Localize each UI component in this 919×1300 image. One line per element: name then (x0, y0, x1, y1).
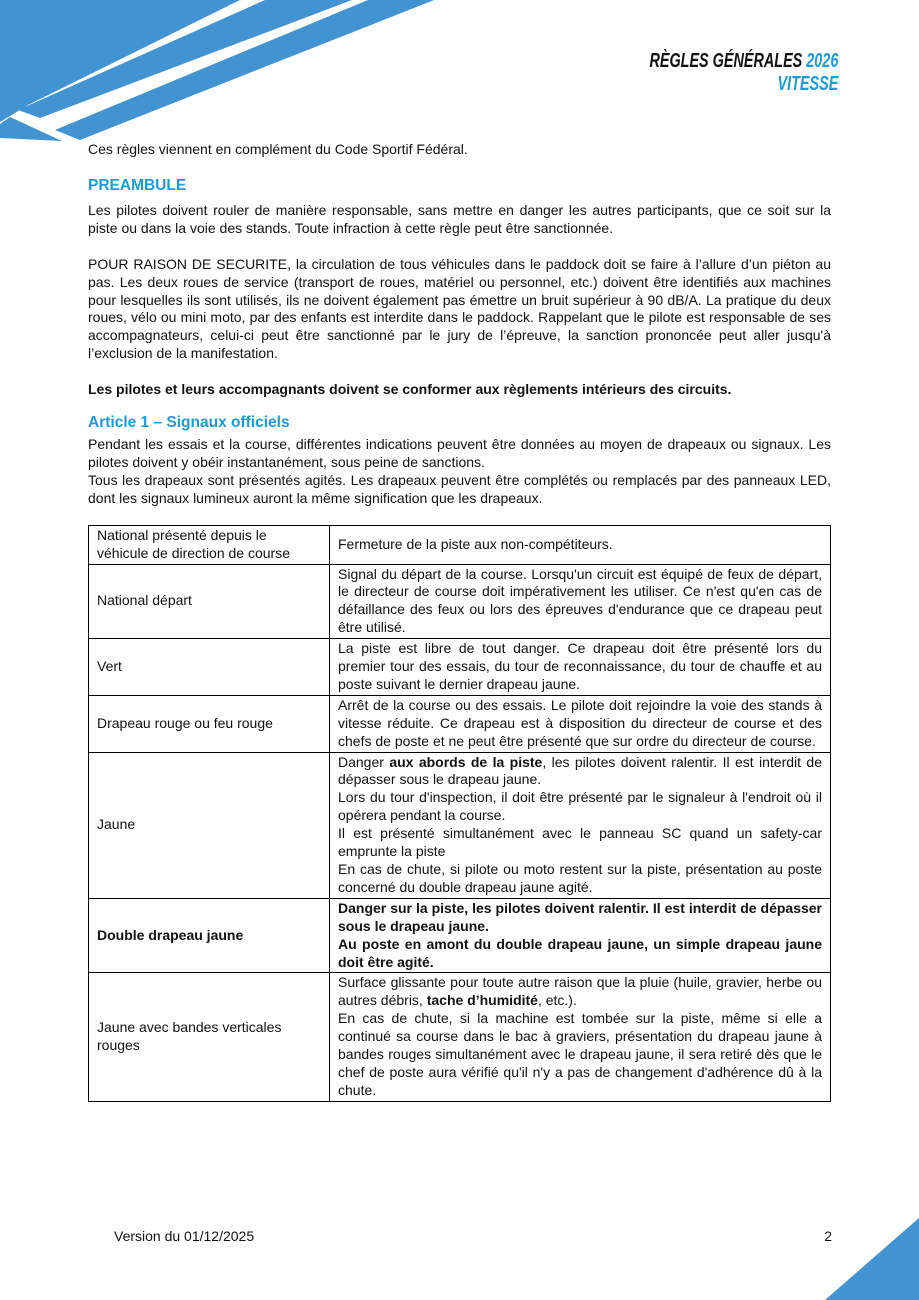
table-row (89, 973, 831, 1101)
table-row (89, 639, 831, 696)
preambule-bold-note: Les pilotes et leurs accompagnants doivent se conformer aux règlements intérieurs des circuits. (88, 381, 732, 398)
preambule-paragraph-2: POUR RAISON DE SECURITE, la circulation de tous véhicules dans le paddock doit se faire à l’allure d’un piéton au pas. Les deux roues de service (transport de roues, matériel ou personnel, etc.) doivent être identifiés aux machines pour lesquelles ils sont utilisés, ils ne doivent également pas émettre un bruit supérieur à 90 dB/A. La pratique du deux roues, vélo ou mini moto, par des enfants est interdite dans le paddock. Rappelant que le pilote est responsable de ses accompagnateurs, celui-ci peut être sanctionné par le jury de l’épreuve, la sanction prononcée peut aller jusqu'à l’exclusion de la manifestation. (88, 255, 831, 362)
flag-description-line: En cas de chute, si pilote ou moto restent sur la piste, présentation au poste concerné du double drapeau jaune agité. (338, 861, 822, 895)
table-row (89, 752, 831, 898)
flag-description-line: Signal du départ de la course. Lorsqu'un circuit est équipé de feux de départ, le directeur de course doit impérativement les utiliser. Ce n'est qu'en cas de défaillance des feux ou lors des épreuves d'endurance que ce drapeau peut être utilisé. (338, 565, 822, 636)
flag-description-line: Danger sur la piste, les pilotes doivent ralentir. Il est interdit de dépasser sous le drapeau jaune. (338, 899, 822, 934)
flag-description-line: Danger aux abords de la piste, les pilotes doivent ralentir. Il est interdit de dépasser sous le drapeau jaune. (338, 753, 822, 788)
flag-description-line: Surface glissante pour toute autre raison que la pluie (huile, gravier, herbe ou autres débris, tache d’humidité, etc.). (338, 974, 822, 1009)
page-number: 2 (824, 1228, 832, 1244)
flag-name-cell: Vert (89, 639, 330, 696)
flag-description-line: En cas de chute, si la machine est tombée sur la piste, même si elle a continué sa course dans le bac à graviers, présentation du drapeau jaune à bandes rouges simultanément avec le drapeau jaune, il sera retiré dès que le chef de poste aura vérifié qu'il n'y a pas de changement d'adhérence dû à la chute. (338, 1010, 822, 1098)
corner-triangle-decoration (825, 1218, 919, 1300)
flags-table-body (89, 525, 831, 1101)
flag-description-line: Lors du tour d'inspection, il doit être présenté par le signaleur à l'endroit où il opérera pendant la course. (338, 789, 822, 824)
header-title-text: RÈGLES GÉNÉRALES (649, 50, 802, 72)
flag-name-cell: National départ (89, 564, 330, 639)
article1-paragraph-1: Pendant les essais et la course, différentes indications peuvent être données au moyen de drapeaux ou signaux. Les pilotes doivent y obéir instantanément, sous peine de sanctions. (88, 436, 831, 470)
document-content (88, 0, 831, 1102)
flag-description-cell (330, 973, 831, 1101)
preambule-heading: PREAMBULE (88, 176, 187, 194)
page-footer (114, 1228, 832, 1244)
flag-description-cell (330, 525, 831, 564)
flag-name-cell: Double drapeau jaune (89, 898, 330, 973)
flag-description-cell (330, 564, 831, 639)
header-subtitle: VITESSE (777, 73, 838, 95)
flag-name-cell: National présenté depuis le véhicule de direction de course (89, 525, 330, 564)
flag-name-cell: Jaune avec bandes verticales rouges (89, 973, 330, 1101)
swoosh-tail-sliver (0, 117, 62, 141)
header-title-year: 2026 (805, 50, 838, 72)
article1-heading: Article 1 – Signaux officiels (88, 414, 290, 432)
table-row (89, 525, 831, 564)
flag-description-line: Au poste en amont du double drapeau jaune, un simple drapeau jaune doit être agité. (338, 935, 822, 970)
table-row (89, 695, 831, 752)
flag-description-line: Fermeture de la piste aux non-compétiteurs. (338, 535, 613, 552)
flag-description-cell (330, 695, 831, 752)
flag-description-line: La piste est libre de tout danger. Ce drapeau doit être présenté lors du premier tour des essais, du tour de reconnaissance, du tour de chauffe et au poste suivant le dernier drapeau jaune. (338, 640, 822, 692)
table-row (89, 564, 831, 639)
flag-description-line: Arrêt de la course ou des essais. Le pilote doit rejoindre la voie des stands à vitesse réduite. Ce drapeau est à disposition du directeur de course et des chefs de poste et ne peut être présenté que sur ordre du directeur de course. (338, 696, 822, 749)
flag-description-cell (330, 752, 831, 898)
article1-paragraph-2: Tous les drapeaux sont présentés agités. Les drapeaux peuvent être complétés ou remplacés par des panneaux LED, dont les signaux lumineux auront la même signification que les drapeaux. (88, 471, 831, 506)
flag-description-line: Il est présenté simultanément avec le panneau SC quand un safety-car emprunte la piste (338, 825, 822, 860)
flags-table (88, 525, 831, 1102)
flag-name-cell: Drapeau rouge ou feu rouge (89, 695, 330, 752)
corner-triangle-shape (825, 1218, 919, 1300)
flag-description-cell (330, 639, 831, 696)
intro-text: Ces règles viennent en complément du Code Sportif Fédéral. (88, 141, 468, 157)
table-row (89, 898, 831, 973)
flag-description-cell (330, 898, 831, 973)
preambule-paragraph-1: Les pilotes doivent rouler de manière responsable, sans mettre en danger les autres participants, que ce soit sur la piste ou dans la voie des stands. Toute infraction à cette règle peut être sanctionnée. (88, 201, 831, 236)
version-text: Version du 01/12/2025 (114, 1228, 255, 1244)
flag-name-cell: Jaune (89, 752, 330, 898)
